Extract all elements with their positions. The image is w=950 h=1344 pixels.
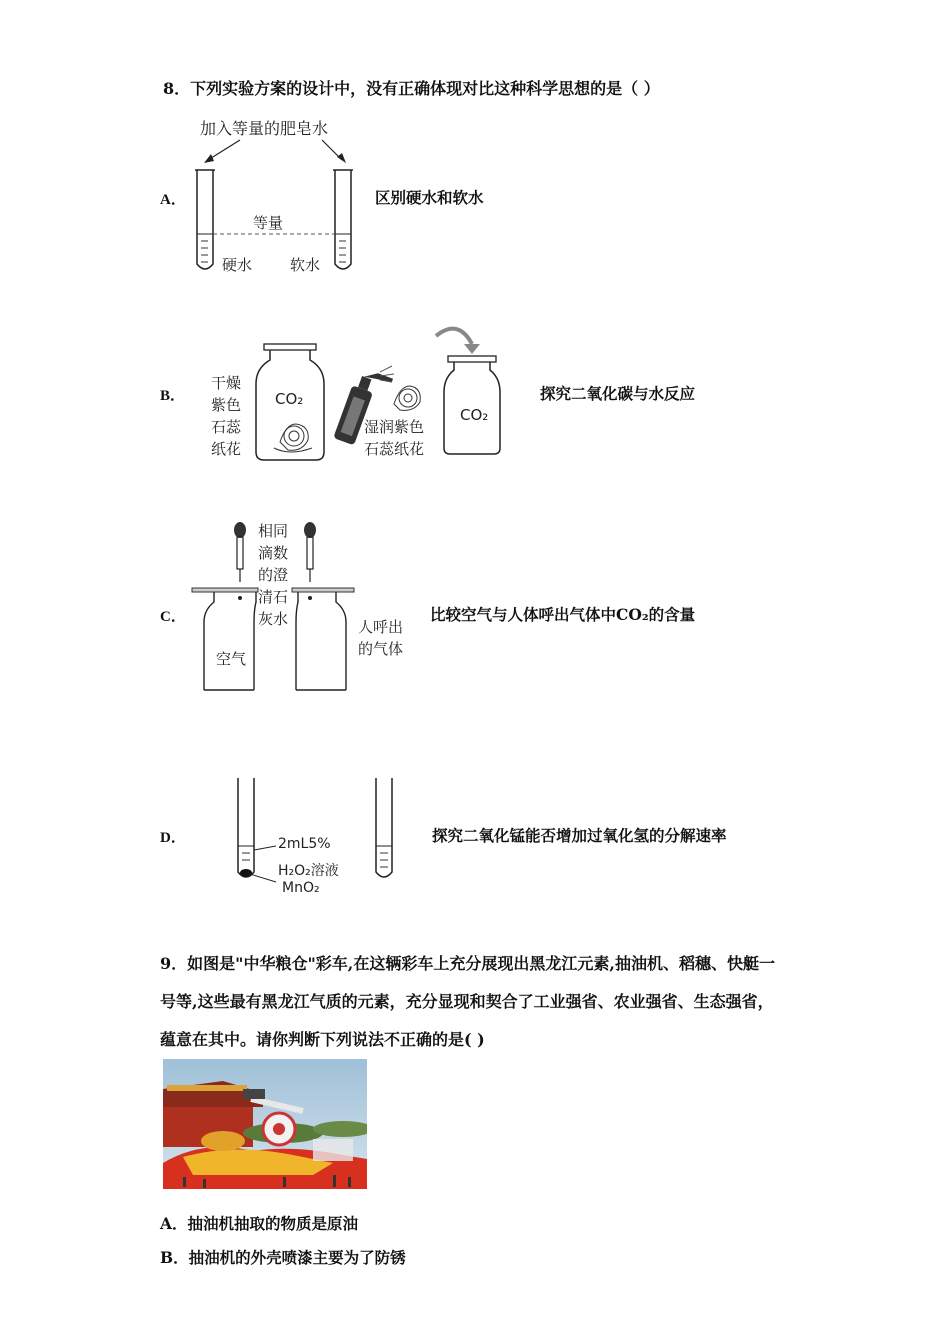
option-d-description: 探究二氧化锰能否增加过氧化氢的分解速率: [432, 826, 727, 845]
question-8-stem: 8．下列实验方案的设计中，没有正确体现对比这种科学思想的是（ ）: [163, 79, 660, 98]
option-a-description: 区别硬水和软水: [375, 188, 484, 207]
a-fig-soft-water-label: 软水: [290, 256, 321, 274]
q9-option-a: A．抽油机抽取的物质是原油: [160, 1214, 359, 1233]
option-c-label: C．: [160, 609, 186, 625]
c-fig-air-label: 空气: [216, 650, 247, 668]
question-9-stem: 9．如图是"中华粮仓"彩车,在这辆彩车上充分展现出黑龙江元素,抽油机、稻穗、快艇一 号等,这些最有黑龙江气质的元素，充分显现和契合了工业强省、农业强省、生态强省， 蕴意在其中。请你判断下列说法不正确的是( ): [160, 954, 775, 1049]
option-d-label: D．: [160, 830, 186, 846]
option-b-description: 探究二氧化碳与水反应: [540, 384, 696, 403]
option-a-label: A．: [160, 192, 186, 208]
c-fig-exhaled-label: 人呼出 的气体: [358, 618, 404, 658]
b-fig-wet-flower-label: 湿润紫色 石蕊纸花: [364, 418, 425, 458]
a-fig-equal-label: 等量: [253, 214, 284, 232]
d-fig-h2o2-label: H₂O₂溶液: [278, 863, 339, 879]
option-b-label: B．: [160, 388, 186, 404]
d-fig-mno2-label: MnO₂: [282, 880, 320, 896]
b-fig-dry-flower-label: 干燥 紫色 石蕊 纸花: [211, 374, 242, 458]
float-photo: [163, 1059, 367, 1189]
option-c-description: 比较空气与人体呼出气体中CO₂的含量: [430, 605, 696, 624]
figure-a-test-tubes: [180, 136, 380, 276]
b-fig-jar1-co2: CO₂: [275, 390, 304, 408]
d-fig-volume-label: 2mL5%: [278, 836, 331, 852]
a-fig-hard-water-label: 硬水: [222, 256, 253, 274]
b-fig-jar2-co2: CO₂: [460, 406, 489, 424]
a-fig-top-label: 加入等量的肥皂水: [200, 119, 329, 138]
q9-option-b: B．抽油机的外壳喷漆主要为了防锈: [160, 1248, 406, 1267]
c-fig-limewater-label: 相同 滴数 的澄 清石 灰水: [258, 522, 289, 628]
